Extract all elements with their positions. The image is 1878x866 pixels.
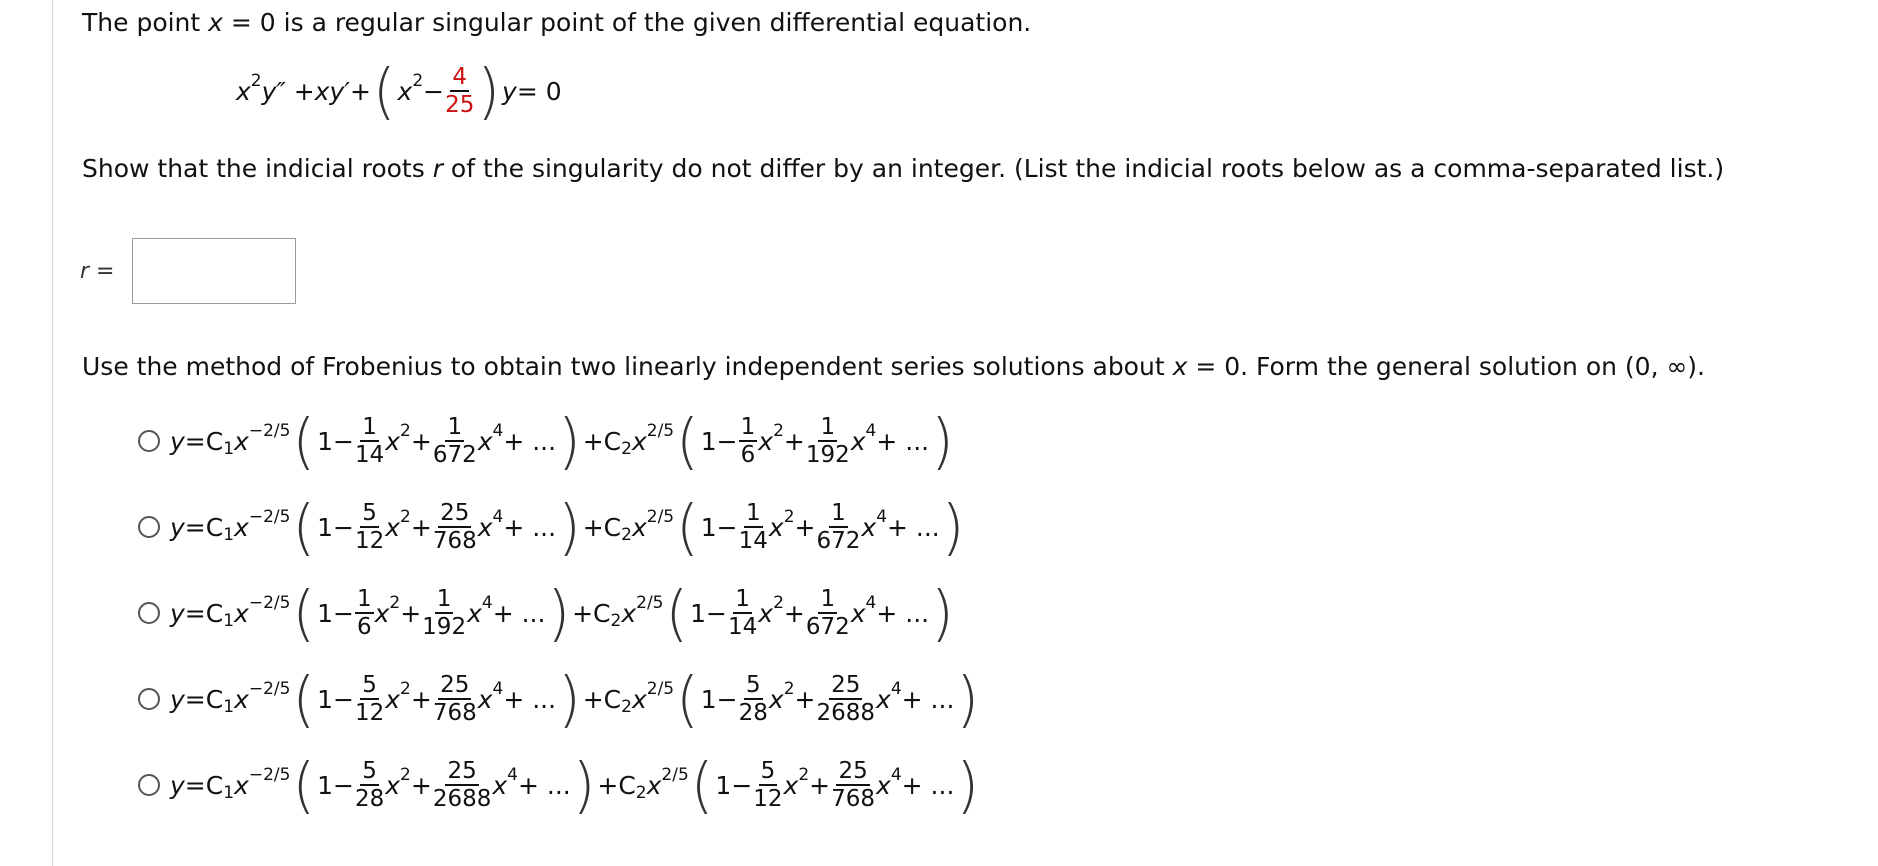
opt-plus-mid: + — [572, 598, 594, 628]
opt-x4-exp: 4 — [865, 592, 877, 613]
option-expression — [170, 663, 981, 735]
opt-lparen-2: ( — [665, 577, 689, 649]
opt-plus: + — [410, 770, 432, 800]
opt-frac-3 — [739, 413, 758, 468]
opt-minus-1: − — [333, 770, 354, 800]
opt-x: x — [876, 684, 891, 714]
opt-y: y — [170, 426, 185, 456]
frac-num: 1 — [820, 585, 836, 612]
opt-frac-2 — [432, 671, 477, 726]
opt-one-2: 1 — [700, 426, 717, 456]
frac-den: 2688 — [816, 699, 876, 726]
opt-c2: C — [593, 598, 611, 628]
frac-den: 672 — [816, 527, 861, 554]
opt-x2-exp: 2 — [783, 506, 795, 527]
eq-rparen: ) — [477, 55, 501, 127]
opt-frac-1 — [354, 413, 385, 468]
frac-num: 1 — [447, 413, 463, 440]
frac-den: 768 — [432, 527, 477, 554]
opt-x: x — [477, 426, 493, 456]
opt-frac-4 — [816, 671, 876, 726]
opt-minus-2: − — [731, 770, 753, 800]
opt-y: y — [170, 512, 185, 542]
solution-option[interactable] — [138, 484, 981, 570]
opt-rparen-2: ) — [956, 749, 980, 821]
intro-text — [82, 8, 1031, 37]
opt-x1: x — [234, 426, 249, 456]
opt-minus-2: − — [706, 598, 727, 628]
opt-frac-1 — [354, 671, 385, 726]
solution-option[interactable] — [138, 656, 981, 742]
opt-frac-3 — [738, 671, 768, 726]
opt-c1-sub: 1 — [223, 610, 235, 631]
frac-num: 1 — [436, 585, 452, 612]
frac-num: 1 — [831, 499, 846, 526]
opt-frac-3 — [753, 757, 783, 812]
opt-dots: + ... — [876, 598, 930, 628]
opt-plus-mid: + — [582, 512, 604, 542]
opt-eq: = — [184, 598, 206, 628]
radio-button[interactable] — [138, 774, 160, 796]
frac-num: 25 — [831, 671, 861, 698]
opt-c2-sub: 2 — [610, 610, 622, 631]
opt-exp-neg: −2/5 — [248, 678, 291, 699]
opt-x: x — [768, 512, 784, 542]
eq-y: y — [502, 76, 517, 106]
opt-x1: x — [234, 598, 249, 628]
solution-option[interactable] — [138, 742, 981, 828]
differential-equation — [236, 55, 562, 127]
opt-c1: C — [205, 426, 224, 456]
opt-c2: C — [603, 512, 622, 542]
frac-den: 192 — [422, 613, 467, 640]
opt-dots: + ... — [901, 770, 955, 800]
opt-frac-4 — [805, 413, 850, 468]
frac-den: 6 — [356, 613, 372, 640]
opt-x2-exp: 2 — [773, 420, 784, 441]
opt-exp-pos: 2/5 — [661, 764, 689, 785]
eq-plus: + — [349, 76, 371, 106]
opt-x: x — [492, 770, 508, 800]
frac-den: 768 — [831, 785, 876, 812]
solution-option[interactable] — [138, 570, 981, 656]
opt-c2-sub: 2 — [635, 782, 647, 803]
opt-plus-mid: + — [597, 770, 619, 800]
frac-num: 25 — [838, 757, 868, 784]
opt-c2: C — [603, 426, 622, 456]
opt-frac-4 — [816, 499, 861, 554]
frac-den: 672 — [805, 613, 850, 640]
frac-den: 14 — [354, 441, 385, 468]
eq-frac-num: 4 — [452, 63, 468, 90]
opt-dots: + ... — [887, 512, 940, 542]
answer-label: r = — [80, 258, 115, 284]
frac-num: 5 — [362, 671, 377, 698]
answer-row — [80, 238, 296, 304]
opt-lparen-1: ( — [292, 491, 316, 563]
opt-frac-3 — [727, 585, 758, 640]
indicial-roots-input[interactable] — [132, 238, 296, 304]
opt-dots: + ... — [503, 426, 557, 456]
opt-one-2: 1 — [715, 770, 732, 800]
eq-exp: 2 — [250, 70, 262, 91]
opt-x2-exp: 2 — [773, 592, 784, 613]
opt-x2: x — [646, 770, 662, 800]
opt-x2-exp: 2 — [798, 764, 810, 785]
opt-x: x — [467, 598, 482, 628]
opt-c1-sub: 1 — [223, 696, 235, 717]
opt-x: x — [385, 770, 401, 800]
q1-a: Show that the indicial roots — [82, 154, 433, 183]
opt-lparen-2: ( — [690, 749, 714, 821]
frac-num: 1 — [740, 413, 756, 440]
frac-den: 14 — [738, 527, 768, 554]
opt-c1: C — [205, 512, 224, 542]
opt-c2: C — [618, 770, 636, 800]
option-expression — [170, 405, 956, 477]
opt-plus: + — [794, 684, 816, 714]
opt-rparen-1: ) — [558, 405, 581, 477]
q2-a: Use the method of Frobenius to obtain two linearly independent series solutions about — [82, 352, 1173, 381]
opt-plus-mid: + — [582, 684, 604, 714]
opt-dots: + ... — [492, 598, 546, 628]
eq-y2: y″ + — [261, 76, 315, 106]
opt-one-2: 1 — [700, 684, 717, 714]
opt-frac-1 — [354, 757, 385, 812]
opt-rparen-1: ) — [558, 663, 581, 735]
opt-x4-exp: 4 — [890, 678, 902, 699]
opt-frac-2 — [422, 585, 467, 640]
opt-x4-exp: 4 — [492, 506, 504, 527]
opt-c2-sub: 2 — [621, 524, 632, 545]
opt-minus-1: − — [333, 684, 354, 714]
opt-eq: = — [184, 684, 206, 714]
opt-c2-sub: 2 — [621, 438, 632, 459]
opt-c1: C — [205, 770, 224, 800]
opt-one-1: 1 — [317, 770, 333, 800]
opt-y: y — [170, 684, 185, 714]
opt-frac-2 — [432, 757, 492, 812]
opt-plus: + — [783, 598, 805, 628]
eq-frac-den: 25 — [445, 91, 475, 118]
frac-num: 1 — [820, 413, 836, 440]
opt-rparen-1: ) — [558, 491, 581, 563]
opt-rparen-1: ) — [547, 577, 571, 649]
opt-x: x — [385, 512, 401, 542]
frac-den: 14 — [727, 613, 758, 640]
opt-exp-neg: −2/5 — [248, 506, 291, 527]
eq-x: x — [236, 76, 251, 106]
opt-plus: + — [400, 598, 422, 628]
radio-button[interactable] — [138, 602, 160, 624]
opt-x4-exp: 4 — [492, 420, 504, 441]
frac-num: 5 — [760, 757, 776, 784]
opt-x: x — [758, 426, 774, 456]
opt-minus-2: − — [716, 512, 738, 542]
opt-exp-neg: −2/5 — [248, 420, 291, 441]
opt-lparen-1: ( — [292, 663, 316, 735]
opt-rparen-1: ) — [572, 749, 596, 821]
opt-frac-4 — [805, 585, 850, 640]
opt-rparen-2: ) — [941, 491, 965, 563]
opt-x: x — [876, 770, 891, 800]
opt-exp-pos: 2/5 — [636, 592, 664, 613]
frac-num: 5 — [362, 757, 377, 784]
left-divider — [52, 0, 53, 866]
opt-minus-2: − — [716, 684, 738, 714]
opt-dots: + ... — [517, 770, 571, 800]
opt-x: x — [850, 598, 866, 628]
eq-inner-x: x — [397, 76, 413, 106]
opt-x4-exp: 4 — [890, 764, 902, 785]
eq-lparen: ( — [372, 55, 396, 127]
frac-den: 12 — [354, 527, 385, 554]
intro-post: = 0 is a regular singular point of the given differential equation. — [222, 8, 1032, 37]
opt-eq: = — [184, 426, 206, 456]
opt-x: x — [768, 684, 784, 714]
opt-lparen-1: ( — [292, 577, 316, 649]
frac-den: 28 — [354, 785, 385, 812]
frac-num: 1 — [735, 585, 750, 612]
opt-minus-2: − — [716, 426, 738, 456]
opt-x: x — [374, 598, 390, 628]
opt-dots: + ... — [901, 684, 955, 714]
q2-x: x — [1172, 352, 1188, 381]
opt-c2-sub: 2 — [621, 696, 632, 717]
q2-b: = 0. Form the general solution on (0, ∞). — [1187, 352, 1705, 381]
opt-minus-1: − — [333, 598, 354, 628]
opt-exp-pos: 2/5 — [646, 420, 675, 441]
frac-den: 12 — [753, 785, 783, 812]
opt-plus: + — [410, 426, 432, 456]
intro-var: x — [208, 8, 223, 37]
opt-y: y — [170, 770, 185, 800]
opt-x: x — [477, 684, 493, 714]
opt-one-1: 1 — [317, 598, 333, 628]
option-expression — [170, 749, 981, 821]
opt-x2: x — [631, 512, 647, 542]
opt-eq: = — [184, 512, 206, 542]
opt-frac-2 — [432, 499, 477, 554]
eq-minus: − — [423, 76, 445, 106]
opt-lparen-2: ( — [676, 663, 699, 735]
opt-x2: x — [631, 426, 647, 456]
frac-den: 768 — [432, 699, 477, 726]
opt-rparen-2: ) — [931, 405, 954, 477]
opt-x2-exp: 2 — [400, 506, 411, 527]
frac-den: 2688 — [432, 785, 492, 812]
opt-c1-sub: 1 — [223, 438, 235, 459]
eq-xy1: xy′ — [314, 76, 350, 106]
intro-pre: The point — [82, 8, 209, 37]
frac-num: 25 — [440, 499, 470, 526]
opt-frac-1 — [354, 499, 385, 554]
opt-c1: C — [205, 684, 224, 714]
opt-x1: x — [234, 770, 249, 800]
opt-x: x — [385, 684, 401, 714]
opt-dots: + ... — [503, 684, 557, 714]
frac-den: 192 — [805, 441, 850, 468]
opt-x2-exp: 2 — [783, 678, 795, 699]
solution-options — [138, 398, 981, 828]
q1-b: of the singularity do not differ by an integer. (List the indicial roots below as a comma-separated list.) — [442, 154, 1725, 183]
opt-c2: C — [603, 684, 622, 714]
opt-minus-1: − — [333, 512, 354, 542]
opt-eq: = — [184, 770, 206, 800]
opt-exp-neg: −2/5 — [248, 764, 291, 785]
eq-inner-exp: 2 — [412, 70, 424, 91]
opt-frac-3 — [738, 499, 768, 554]
opt-one-2: 1 — [690, 598, 707, 628]
opt-one-1: 1 — [317, 684, 333, 714]
opt-x4-exp: 4 — [507, 764, 518, 785]
opt-plus-mid: + — [582, 426, 604, 456]
opt-one-1: 1 — [317, 426, 333, 456]
opt-y: y — [170, 598, 185, 628]
opt-lparen-2: ( — [676, 491, 699, 563]
frac-num: 1 — [745, 499, 761, 526]
frac-num: 5 — [362, 499, 377, 526]
opt-c1-sub: 1 — [223, 524, 235, 545]
opt-minus-1: − — [333, 426, 354, 456]
opt-plus: + — [783, 426, 805, 456]
opt-x: x — [850, 426, 866, 456]
opt-rparen-2: ) — [931, 577, 954, 649]
opt-exp-pos: 2/5 — [646, 678, 675, 699]
radio-button[interactable] — [138, 516, 160, 538]
opt-c1: C — [205, 598, 224, 628]
frac-num: 1 — [362, 413, 377, 440]
question-frobenius — [82, 352, 1705, 381]
opt-c1-sub: 1 — [223, 782, 235, 803]
frac-den: 672 — [432, 441, 477, 468]
opt-lparen-2: ( — [676, 405, 699, 477]
opt-x2-exp: 2 — [400, 764, 411, 785]
opt-x: x — [783, 770, 799, 800]
frac-den: 12 — [354, 699, 385, 726]
opt-plus: + — [809, 770, 831, 800]
opt-x2: x — [621, 598, 637, 628]
opt-x: x — [758, 598, 774, 628]
q1-r: r — [432, 154, 443, 183]
opt-x: x — [861, 512, 877, 542]
frac-num: 5 — [745, 671, 761, 698]
opt-plus: + — [794, 512, 816, 542]
frac-den: 6 — [740, 441, 756, 468]
opt-x1: x — [234, 512, 249, 542]
eq-rhs: = 0 — [516, 76, 562, 106]
frac-den: 28 — [738, 699, 768, 726]
frac-num: 1 — [356, 585, 372, 612]
solution-option[interactable] — [138, 398, 981, 484]
opt-one-1: 1 — [317, 512, 333, 542]
opt-rparen-2: ) — [956, 663, 980, 735]
option-expression — [170, 491, 966, 563]
opt-x1: x — [234, 684, 249, 714]
opt-plus: + — [410, 512, 432, 542]
opt-x: x — [477, 512, 493, 542]
opt-x4-exp: 4 — [492, 678, 504, 699]
opt-x4-exp: 4 — [865, 420, 877, 441]
opt-x4-exp: 4 — [481, 592, 493, 613]
eq-fraction — [445, 63, 475, 118]
opt-x2: x — [631, 684, 647, 714]
opt-dots: + ... — [876, 426, 930, 456]
opt-exp-neg: −2/5 — [248, 592, 291, 613]
opt-one-2: 1 — [700, 512, 717, 542]
opt-frac-2 — [432, 413, 477, 468]
frac-num: 25 — [440, 671, 470, 698]
radio-button[interactable] — [138, 430, 160, 452]
opt-x2-exp: 2 — [400, 420, 411, 441]
opt-exp-pos: 2/5 — [646, 506, 675, 527]
frac-num: 25 — [447, 757, 477, 784]
option-expression — [170, 577, 956, 649]
radio-button[interactable] — [138, 688, 160, 710]
opt-frac-1 — [355, 585, 374, 640]
opt-x4-exp: 4 — [876, 506, 888, 527]
opt-x: x — [385, 426, 401, 456]
opt-x2-exp: 2 — [400, 678, 411, 699]
opt-x2-exp: 2 — [389, 592, 401, 613]
opt-frac-4 — [831, 757, 876, 812]
opt-plus: + — [410, 684, 432, 714]
opt-dots: + ... — [503, 512, 557, 542]
opt-lparen-1: ( — [292, 749, 316, 821]
question-indicial-roots — [82, 154, 1724, 183]
opt-lparen-1: ( — [292, 405, 316, 477]
